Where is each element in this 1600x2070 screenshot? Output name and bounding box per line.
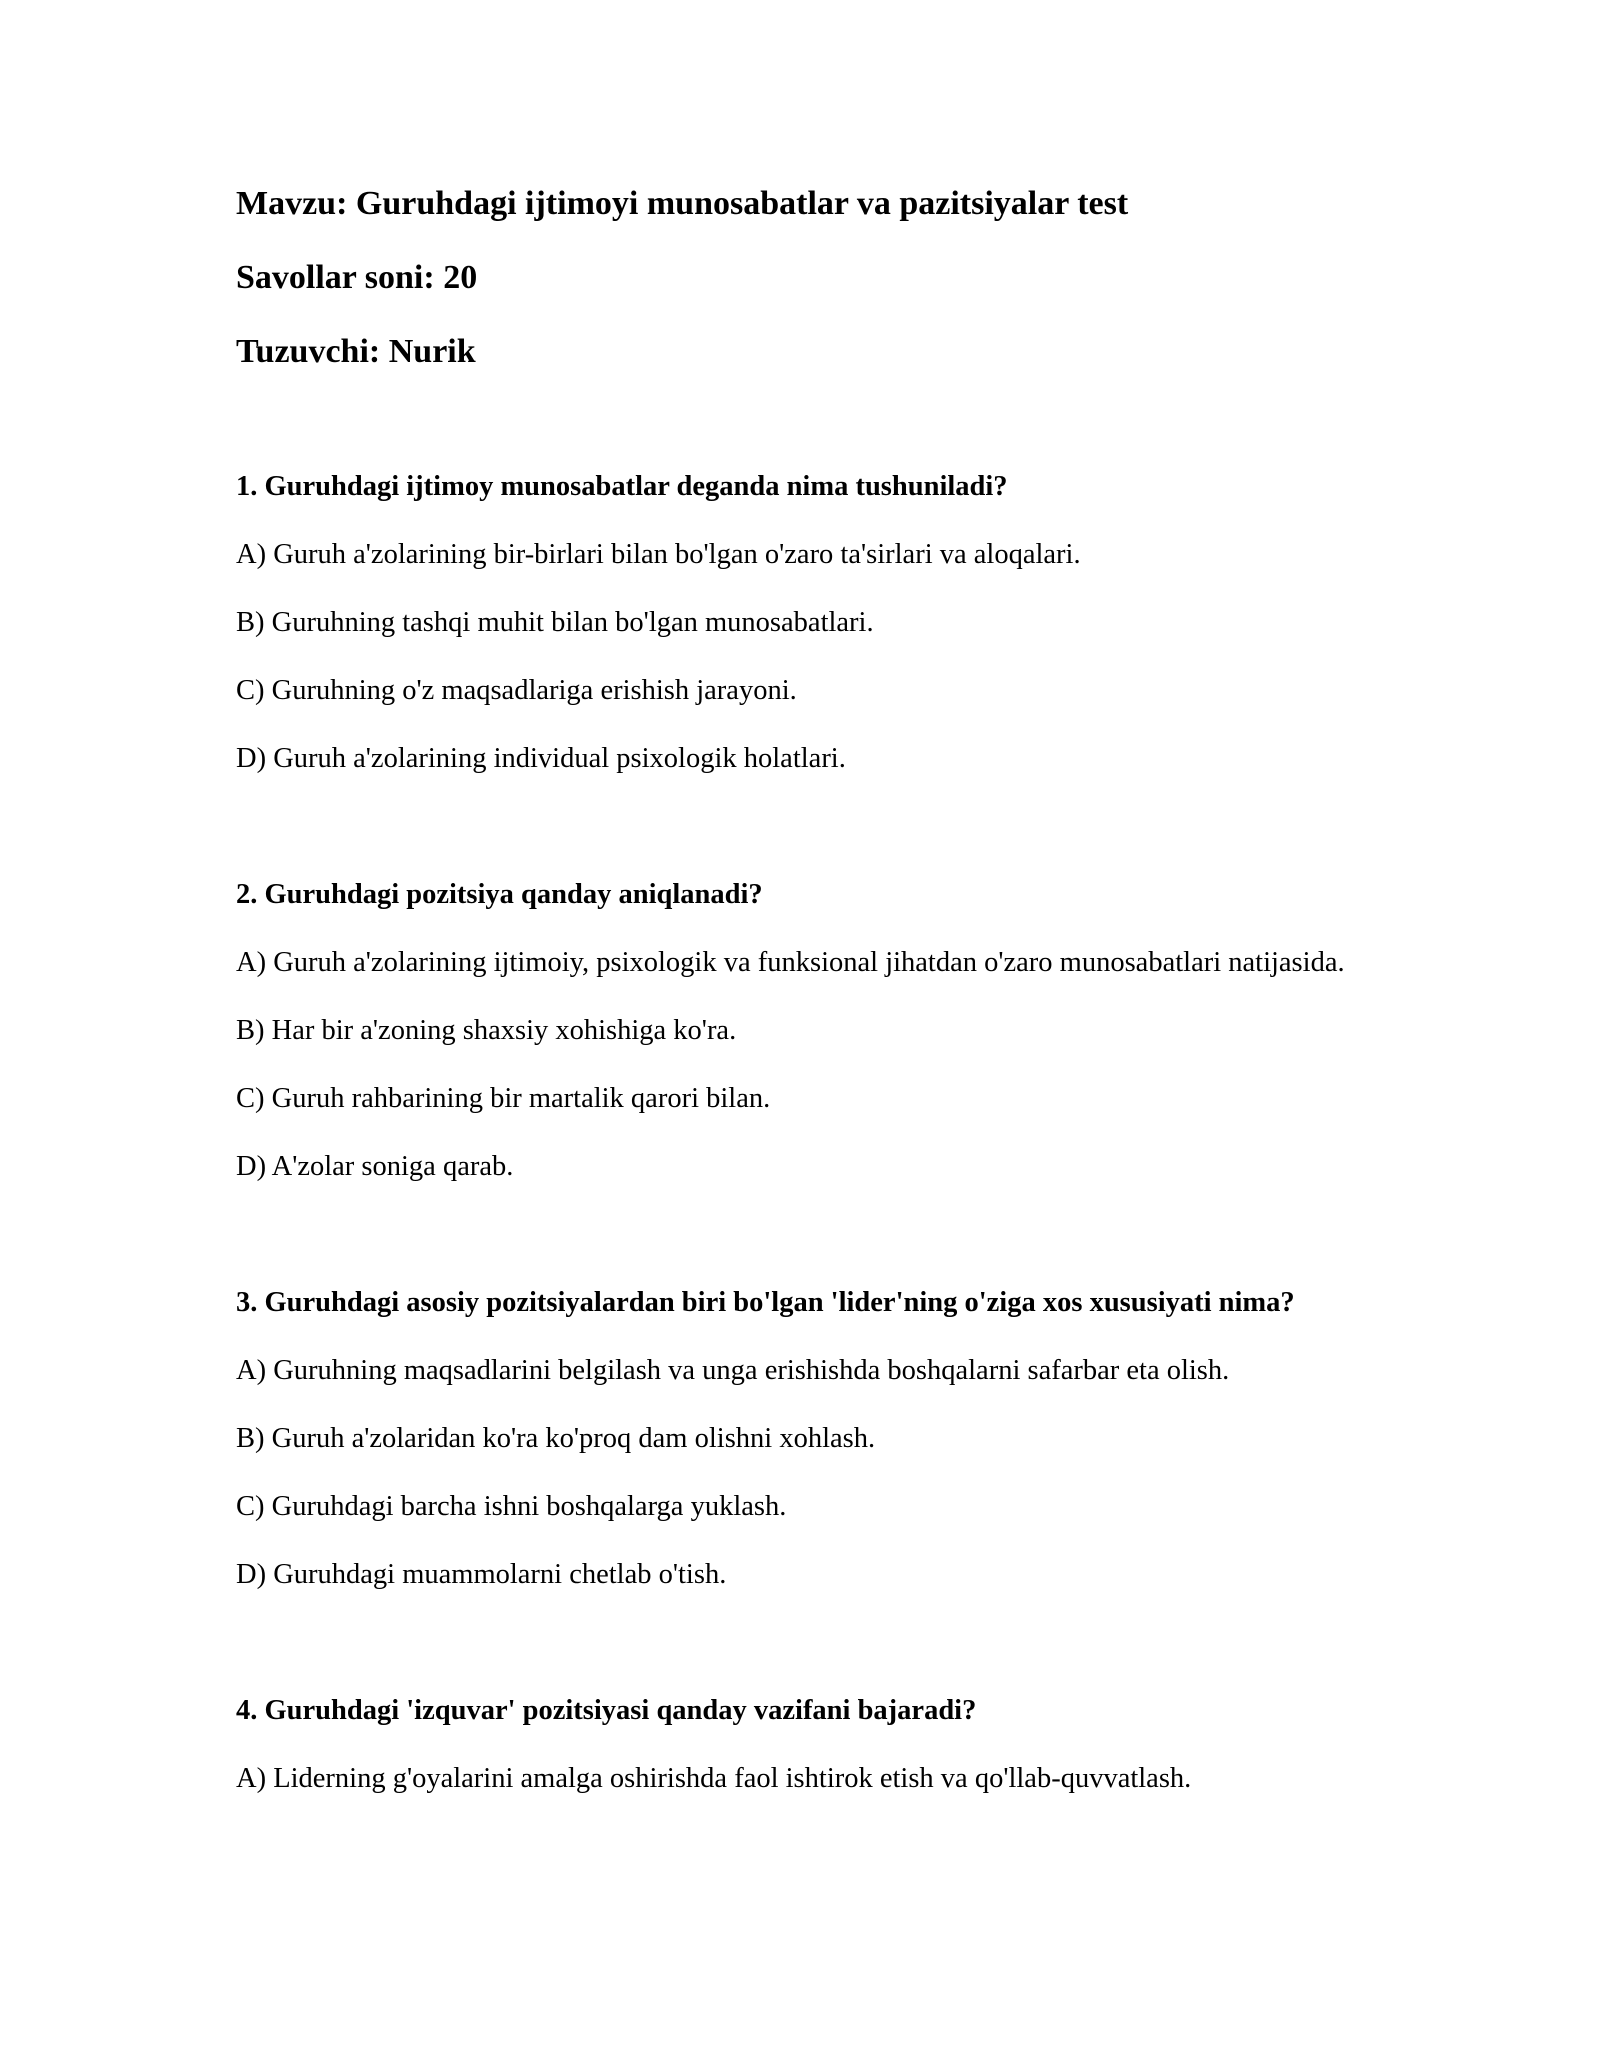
question-spacer bbox=[236, 1214, 1366, 1282]
answer-option-c: C) Guruhdagi barcha ishni boshqalarga yuklash. bbox=[236, 1491, 787, 1522]
answer-option-a: A) Liderning g'oyalarini amalga oshirishda faol ishtirok etish va qo'llab-quvvatlash. bbox=[236, 1763, 1192, 1794]
question-1 bbox=[236, 466, 1366, 780]
answer-option-d: D) A'zolar soniga qarab. bbox=[236, 1151, 514, 1182]
question-spacer bbox=[236, 806, 1366, 874]
question-text: 1. Guruhdagi ijtimoy munosabatlar deganda nima tushuniladi? bbox=[236, 471, 1008, 502]
question-3 bbox=[236, 1282, 1366, 1596]
question-2 bbox=[236, 874, 1366, 1188]
answer-option-b: B) Guruhning tashqi muhit bilan bo'lgan munosabatlari. bbox=[236, 607, 874, 638]
question-text: 2. Guruhdagi pozitsiya qanday aniqlanadi? bbox=[236, 879, 763, 910]
answer-option-d: D) Guruh a'zolarining individual psixologik holatlari. bbox=[236, 743, 846, 774]
question-text: 4. Guruhdagi 'izquvar' pozitsiyasi qanday vazifani bajaradi? bbox=[236, 1695, 977, 1726]
answer-option-c: C) Guruh rahbarining bir martalik qarori bilan. bbox=[236, 1083, 771, 1114]
question-count: Savollar soni: 20 bbox=[236, 259, 478, 296]
answer-option-a: A) Guruhning maqsadlarini belgilash va unga erishishda boshqalarni safarbar eta olish. bbox=[236, 1355, 1230, 1386]
topic-title: Mavzu: Guruhdagi ijtimoyi munosabatlar va pazitsiyalar test bbox=[236, 185, 1129, 222]
answer-option-a: A) Guruh a'zolarining ijtimoiy, psixologik va funksional jihatdan o'zaro munosabatlari natijasida. bbox=[236, 947, 1345, 978]
answer-option-c: C) Guruhning o'z maqsadlariga erishish jarayoni. bbox=[236, 675, 797, 706]
answer-option-b: B) Guruh a'zolaridan ko'ra ko'proq dam olishni xohlash. bbox=[236, 1423, 876, 1454]
question-4 bbox=[236, 1690, 1366, 1800]
question-spacer bbox=[236, 1622, 1366, 1690]
question-text: 3. Guruhdagi asosiy pozitsiyalardan biri bo'lgan 'lider'ning o'ziga xos xususiyati nima? bbox=[236, 1287, 1295, 1318]
answer-option-a: A) Guruh a'zolarining bir-birlari bilan bo'lgan o'zaro ta'sirlari va aloqalari. bbox=[236, 539, 1081, 570]
answer-option-b: B) Har bir a'zoning shaxsiy xohishiga ko'ra. bbox=[236, 1015, 737, 1046]
author-line: Tuzuvchi: Nurik bbox=[236, 333, 476, 370]
document-page bbox=[236, 182, 1366, 1826]
header-spacer bbox=[236, 404, 1366, 466]
answer-option-d: D) Guruhdagi muammolarni chetlab o'tish. bbox=[236, 1559, 727, 1590]
